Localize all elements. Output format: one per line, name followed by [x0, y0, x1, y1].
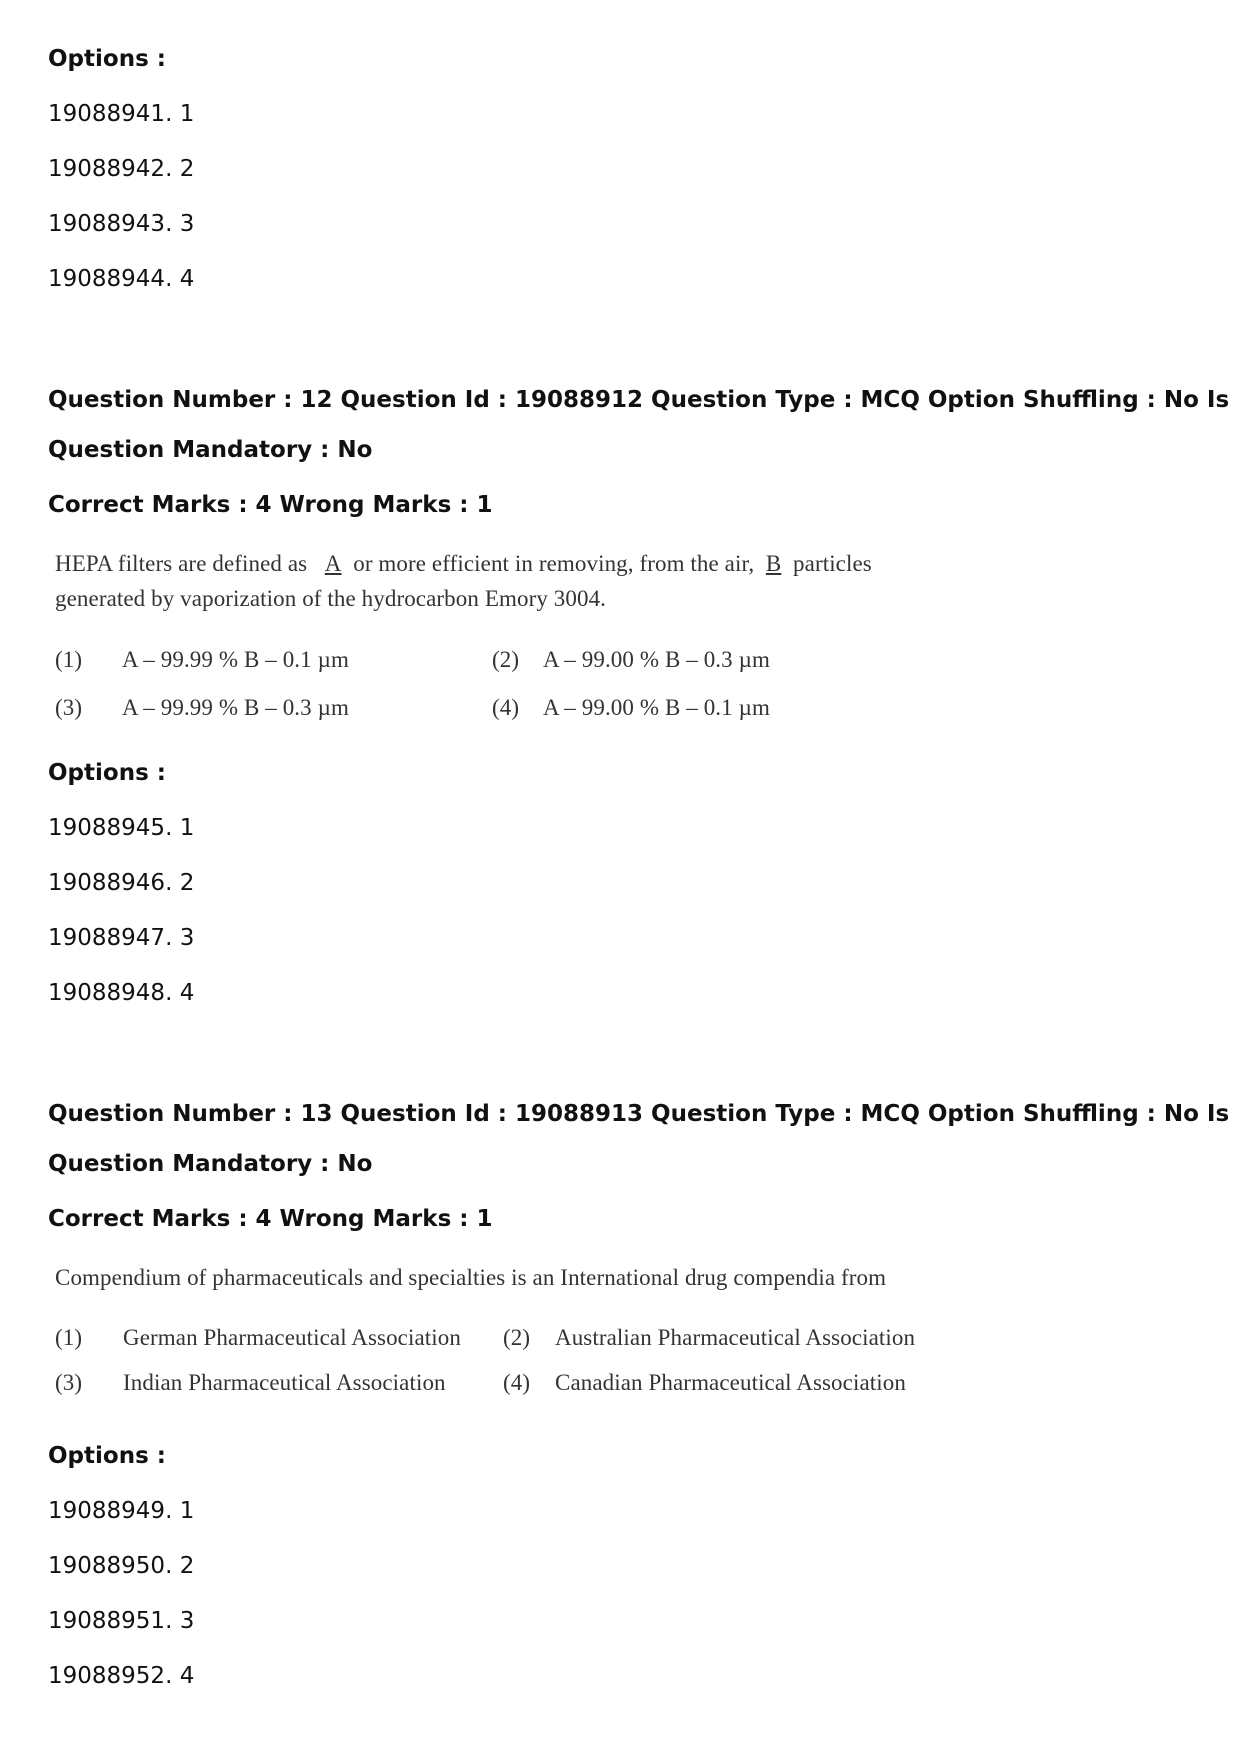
option-item: 19088948. 4 — [48, 980, 195, 1006]
question-marks: Correct Marks : 4 Wrong Marks : 1 — [48, 492, 493, 518]
question-mandatory: Question Mandatory : No — [48, 437, 373, 463]
option-item: 19088949. 1 — [48, 1498, 195, 1524]
choice-number: (4) — [492, 695, 520, 720]
question-marks: Correct Marks : 4 Wrong Marks : 1 — [48, 1206, 493, 1232]
choice-number: (3) — [55, 1370, 83, 1395]
choice-text: German Pharmaceutical Association — [123, 1325, 461, 1350]
question-header: Question Number : 13 Question Id : 19088913 Question Type : MCQ Option Shuffling : No Is — [48, 1101, 1230, 1127]
question-stem-line2: generated by vaporization of the hydrocarbon Emory 3004. — [55, 586, 607, 611]
stem-text: particles — [793, 551, 872, 576]
question-stem: Compendium of pharmaceuticals and specialties is an International drug compendia from — [55, 1265, 887, 1290]
choice-text: Canadian Pharmaceutical Association — [555, 1370, 906, 1395]
options-label: Options : — [48, 760, 166, 786]
choice-number: (2) — [503, 1325, 531, 1350]
choice-text: A – 99.00 % B – 0.3 µm — [543, 647, 770, 672]
option-item: 19088944. 4 — [48, 266, 195, 292]
option-item: 19088951. 3 — [48, 1608, 195, 1634]
question-stem-line1 — [55, 551, 872, 577]
choice-number: (3) — [55, 695, 83, 720]
choice-text: A – 99.99 % B – 0.1 µm — [122, 647, 349, 672]
stem-blank-a: A — [324, 551, 342, 576]
option-item: 19088947. 3 — [48, 925, 195, 951]
question-header: Question Number : 12 Question Id : 19088912 Question Type : MCQ Option Shuffling : No Is — [48, 387, 1230, 413]
choice-number: (4) — [503, 1370, 531, 1395]
stem-text: HEPA filters are defined as — [55, 551, 308, 576]
choice-number: (1) — [55, 647, 83, 672]
question-mandatory: Question Mandatory : No — [48, 1151, 373, 1177]
option-item: 19088943. 3 — [48, 211, 195, 237]
choice-text: A – 99.99 % B – 0.3 µm — [122, 695, 349, 720]
choice-number: (2) — [492, 647, 520, 672]
stem-text: or more efficient in removing, from the air, — [353, 551, 755, 576]
option-item: 19088952. 4 — [48, 1663, 195, 1689]
options-label: Options : — [48, 1443, 166, 1469]
stem-blank-b: B — [765, 551, 782, 576]
choice-text: Indian Pharmaceutical Association — [123, 1370, 446, 1395]
options-label: Options : — [48, 46, 166, 72]
choice-text: Australian Pharmaceutical Association — [555, 1325, 916, 1350]
option-item: 19088950. 2 — [48, 1553, 195, 1579]
choice-text: A – 99.00 % B – 0.1 µm — [543, 695, 770, 720]
option-item: 19088946. 2 — [48, 870, 195, 896]
choice-number: (1) — [55, 1325, 83, 1350]
option-item: 19088945. 1 — [48, 815, 195, 841]
option-item: 19088941. 1 — [48, 101, 195, 127]
option-item: 19088942. 2 — [48, 156, 195, 182]
